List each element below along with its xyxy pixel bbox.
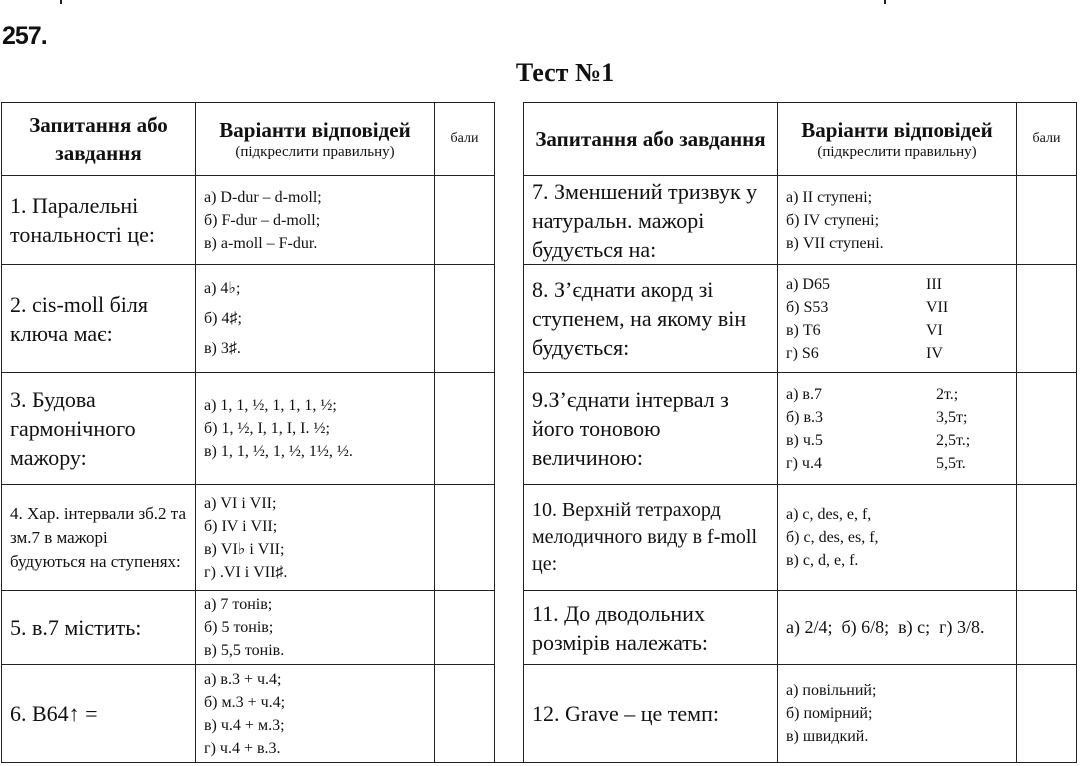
question-row [2, 665, 495, 763]
answer-option[interactable] [786, 342, 1008, 365]
answer-options [778, 176, 1017, 265]
answer-options [196, 665, 435, 763]
score-cell[interactable] [435, 176, 495, 265]
question-text: 5. в.7 містить: [2, 591, 196, 665]
interval-label: а) в.7 [786, 385, 822, 403]
score-cell[interactable] [1017, 665, 1077, 763]
question-text: 2. cis-moll біля ключа має: [2, 265, 196, 373]
question-row [524, 665, 1077, 763]
answer-option[interactable]: г) 3/8. [939, 617, 985, 637]
question-row [524, 265, 1077, 373]
header-answers [778, 103, 1017, 176]
question-row [2, 265, 495, 373]
question-row [524, 591, 1077, 665]
answer-option[interactable] [786, 296, 1008, 319]
bottom-rule [1, 762, 1077, 763]
answer-option[interactable]: б) 6/8; [841, 617, 890, 637]
question-row [2, 485, 495, 591]
answer-option[interactable]: в) 5,5 тонів. [204, 642, 285, 659]
answer-option[interactable]: б) 5 тонів; [204, 619, 274, 636]
interval-label: г) ч.4 [786, 454, 822, 472]
chord-label: б) S53 [786, 298, 829, 316]
header-question: Запитання або завдання [524, 103, 778, 176]
tone-value: 3,5т; [936, 408, 968, 426]
question-row [2, 176, 495, 265]
score-cell[interactable] [1017, 373, 1077, 485]
answer-option[interactable]: а) в.3 + ч.4; [204, 670, 282, 688]
question-row [2, 373, 495, 485]
answer-option[interactable]: а) 2/4; [786, 617, 833, 637]
header-question: Запитання або завдання [2, 103, 196, 176]
question-text: 7. Зменшений тризвук у натуральн. мажорі будується на: [524, 176, 778, 265]
header-answers-title: Варіанти відповідей [801, 118, 993, 142]
tone-value: 2,5т.; [936, 431, 971, 449]
question-text: 11. До дводольних розмірів належать: [524, 591, 778, 665]
chord-label: а) D65 [786, 275, 830, 293]
interval-label: б) в.3 [786, 408, 824, 426]
answer-option[interactable]: в) c, d, e, f. [786, 552, 859, 569]
score-cell[interactable] [435, 665, 495, 763]
answer-option[interactable]: в) ч.4 + м.3; [204, 716, 285, 734]
answer-options [196, 265, 435, 373]
chord-label: в) T6 [786, 321, 821, 339]
answer-option[interactable]: а) c, des, e, f, [786, 506, 872, 523]
answer-option[interactable]: а) повільний; [786, 682, 877, 699]
question-row [524, 485, 1077, 591]
answer-option[interactable]: в) a-moll – F-dur. [204, 234, 318, 252]
question-row [2, 591, 495, 665]
answer-option[interactable]: в) VII ступені. [786, 234, 884, 252]
answer-option[interactable] [786, 383, 1008, 406]
chord-label: г) S6 [786, 344, 819, 362]
test-table-left [1, 102, 495, 763]
degree-label: III [926, 275, 942, 293]
answer-option[interactable]: в) 1, 1, ½, 1, ½, 1½, ½. [204, 443, 353, 460]
question-text: 1. Паралельні тональності це: [2, 176, 196, 265]
score-cell[interactable] [435, 373, 495, 485]
score-cell[interactable] [1017, 265, 1077, 373]
top-tick-mark [60, 0, 62, 4]
question-text: 8. З’єднати акорд зі ступенем, на якому він будується: [524, 265, 778, 373]
answer-option[interactable]: в) VI♭ і VII; [204, 540, 285, 558]
answer-option[interactable]: а) 1, 1, ½, 1, 1, 1, ½; [204, 397, 337, 414]
table-header-row [2, 103, 495, 176]
score-cell[interactable] [1017, 176, 1077, 265]
question-text: 9.З’єднати інтервал з його тоновою величиною: [524, 373, 778, 485]
answer-option[interactable]: в) 3♯. [204, 339, 241, 357]
answer-option[interactable]: а) 7 тонів; [204, 596, 273, 613]
tone-value: 2т.; [936, 385, 959, 403]
degree-label: VI [926, 321, 943, 339]
question-text: 6. В64↑ = [2, 665, 196, 763]
answer-option[interactable]: в) c; [898, 617, 931, 637]
score-cell[interactable] [435, 485, 495, 591]
table-header-row [524, 103, 1077, 176]
answer-options [778, 485, 1017, 591]
answer-option[interactable] [786, 429, 1008, 452]
answer-option[interactable]: г) ч.4 + в.3. [204, 739, 281, 757]
answer-option[interactable]: а) II ступені; [786, 188, 873, 206]
answer-option[interactable]: б) IV ступені; [786, 211, 880, 229]
header-score: бали [435, 103, 495, 176]
answer-option[interactable] [786, 273, 1008, 296]
answer-option[interactable]: в) швидкий. [786, 728, 869, 745]
test-table-right [523, 102, 1077, 763]
answer-options [778, 265, 1017, 373]
score-cell[interactable] [435, 265, 495, 373]
degree-label: VII [926, 298, 949, 316]
answer-option[interactable]: б) IV і VII; [204, 517, 278, 535]
score-cell[interactable] [1017, 591, 1077, 665]
question-text: 12. Grave – це темп: [524, 665, 778, 763]
question-text: 3. Будова гармонічного мажору: [2, 373, 196, 485]
answer-options [196, 591, 435, 665]
header-answers-note: (підкреслити правильну) [235, 144, 395, 160]
answer-option[interactable] [786, 452, 1008, 475]
answer-options [196, 373, 435, 485]
question-text: 4. Хар. інтервали зб.2 та зм.7 в мажорі будуються на ступенях: [2, 485, 196, 591]
interval-label: в) ч.5 [786, 431, 823, 449]
answer-options [196, 485, 435, 591]
exercise-number: 257. [2, 22, 47, 50]
header-answers-title: Варіанти відповідей [219, 118, 411, 142]
answer-option[interactable]: г) .VI і VII♯. [204, 563, 288, 581]
answer-option[interactable]: б) 4♯; [204, 309, 242, 327]
score-cell[interactable] [1017, 485, 1077, 591]
question-row [524, 373, 1077, 485]
answer-options [778, 665, 1017, 763]
degree-label: IV [926, 344, 943, 362]
tone-value: 5,5т. [936, 454, 966, 472]
top-tick-mark [884, 0, 886, 4]
answer-options [778, 373, 1017, 485]
answer-options [778, 591, 1017, 665]
answer-option[interactable] [786, 406, 1008, 429]
answer-option[interactable] [786, 319, 1008, 342]
answer-option[interactable]: а) 4♭; [204, 279, 241, 297]
page-title: Тест №1 [515, 58, 615, 87]
header-answers [196, 103, 435, 176]
answer-option[interactable]: б) c, des, es, f, [786, 529, 879, 546]
answer-options [196, 176, 435, 265]
answer-option[interactable]: а) VI і VII; [204, 494, 277, 512]
answer-option[interactable]: б) F-dur – d-moll; [204, 211, 321, 229]
header-score: бали [1017, 103, 1077, 176]
header-answers-note: (підкреслити правильну) [817, 144, 977, 160]
answer-option[interactable]: б) м.3 + ч.4; [204, 693, 286, 711]
question-text: 10. Верхній тетрахорд мелодичного виду в f-moll це: [524, 485, 778, 591]
score-cell[interactable] [435, 591, 495, 665]
answer-option[interactable]: б) 1, ½, I, 1, I, I. ½; [204, 420, 330, 437]
answer-option[interactable]: а) D-dur – d-moll; [204, 188, 322, 206]
question-row [524, 176, 1077, 265]
top-edge [0, 0, 1080, 6]
answer-option[interactable]: б) помірний; [786, 705, 873, 722]
